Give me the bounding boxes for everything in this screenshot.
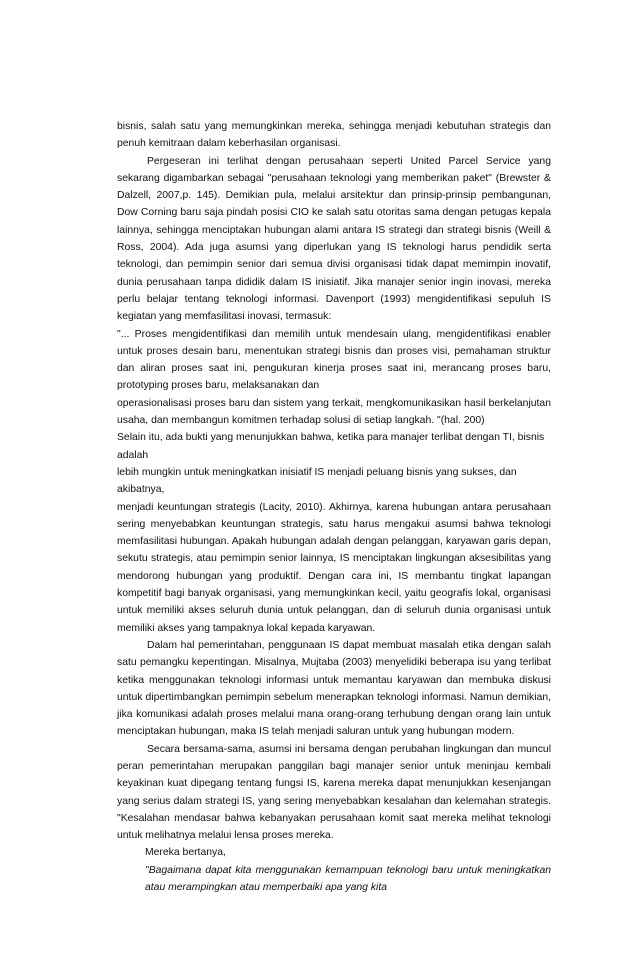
paragraph-evidence-line1: Selain itu, ada bukti yang menunjukkan bahwa, ketika para manajer terlibat dengan TI, bisnis adalah bbox=[117, 432, 545, 461]
paragraph-strategic-advantage: menjadi keuntungan strategis (Lacity, 2010). Akhirnya, karena hubungan antara perusahaan sering menyebabkan keuntungan strategis, satu harus mengakui asumsi bahwa teknologi memfasilitasi hubungan. Apakah hubungan adalah dengan pelanggan, karyawan garis depan, sekutu strategis, atau pemimpin senior lainnya, IS menciptakan lingkungan aksesibilitas yang mendorong hubungan yang produktif. Dengan cara ini, IS membantu tingkat lapangan kompetitif bagi banyak organisasi, yang memungkinkan kecil, yaitu geografis lokal, organisasi untuk memiliki akses seluruh dunia untuk pelanggan, dan di seluruh dunia organisasi untuk memiliki akses yang tampaknya lokal kepada karyawan. bbox=[117, 501, 551, 634]
document-page bbox=[117, 118, 551, 896]
paragraph-they-ask: Mereka bertanya, bbox=[145, 847, 226, 859]
paragraph-davenport-quote-part2: operasionalisasi proses baru dan sistem yang terkait, mengkomunikasikan hasil berkelanjutan usaha, dan membangun komitmen terhadap solusi di setiap langkah. "(hal. 200) bbox=[117, 397, 551, 427]
paragraph-davenport-quote-part1: "... Proses mengidentifikasi dan memilih untuk mendesain ulang, mengidentifikasi enabler untuk proses desain baru, menentukan strategi bisnis dan proses visi, pemahaman struktur dan aliran proses saat ini, pengukuran kinerja proses saat ini, merancang proses baru, prototyping proses baru, melaksanakan dan bbox=[117, 328, 551, 392]
paragraph-ups-shift: Pergeseran ini terlihat dengan perusahaan seperti United Parcel Service yang sekarang digambarkan sebagai "perusahaan teknologi yang memberikan paket" (Brewster & Dalzell, 2007,p. 145). Demikian pula, melalui arsitektur dan prinsip-prinsip pembangunan, Dow Corning baru saja pindah posisi CIO ke salah satu otoritas sama dengan petugas kepala lainnya, sehingga menciptakan hubungan alami antara IS strategi dan strategi bisnis (Weill & Ross, 2004). Ada juga asumsi yang diperlukan yang IS teknologi harus pendidik serta teknologi, dan pemimpin senior dari semua divisi organisasi tidak dapat memimpin inovatif, dunia perusahaan tanpa dididik dalam IS inisiatif. Jika manajer senior ingin inovasi, mereka perlu belajar tentang teknologi informasi. Davenport (1993) mengidentifikasi sepuluh IS kegiatan yang memfasilitasi inovasi, termasuk: bbox=[117, 155, 551, 323]
quote-block bbox=[117, 844, 551, 896]
paragraph-governance: Dalam hal pemerintahan, penggunaan IS dapat membuat masalah etika dengan salah satu pemangku kepentingan. Misalnya, Mujtaba (2003) menyelidiki beberapa isu yang terlibat ketika menggunakan teknologi informasi untuk memantau karyawan dan membuka diskusi untuk dipertimbangkan pemimpin sebelum menerapkan teknologi informasi. Namun demikian, jika komunikasi adalah proses melalui mana orang-orang terhubung dengan orang lain untuk menciptakan hubungan, maka IS telah menjadi saluran untuk yang hubungan modern. bbox=[117, 639, 551, 738]
paragraph-continuation: bisnis, salah satu yang memungkinkan mereka, sehingga menjadi kebutuhan strategis dan penuh kemitraan dalam keberhasilan organisasi. bbox=[117, 121, 551, 150]
paragraph-evidence-line2: lebih mungkin untuk meningkatkan inisiatif IS menjadi peluang bisnis yang sukses, dan akibatnya, bbox=[117, 466, 517, 496]
paragraph-italic-question: "Bagaimana dapat kita menggunakan kemampuan teknologi baru untuk meningkatkan atau merampingkan atau memperbaiki apa yang kita bbox=[145, 864, 551, 894]
paragraph-assumptions: Secara bersama-sama, asumsi ini bersama dengan perubahan lingkungan dan muncul peran pemerintahan merupakan panggilan bagi manajer senior untuk meninjau kembali keyakinan kuat dipegang tentang fungsi IS, karena mereka dapat menunjukkan kesenjangan yang serius dalam strategi IS, yang sering menyebabkan kesalahan dan kelemahan strategis. "Kesalahan mendasar bahwa kebanyakan perusahaan komit saat mereka melihat teknologi untuk melihatnya melalui lensa proses mereka. bbox=[117, 743, 551, 842]
